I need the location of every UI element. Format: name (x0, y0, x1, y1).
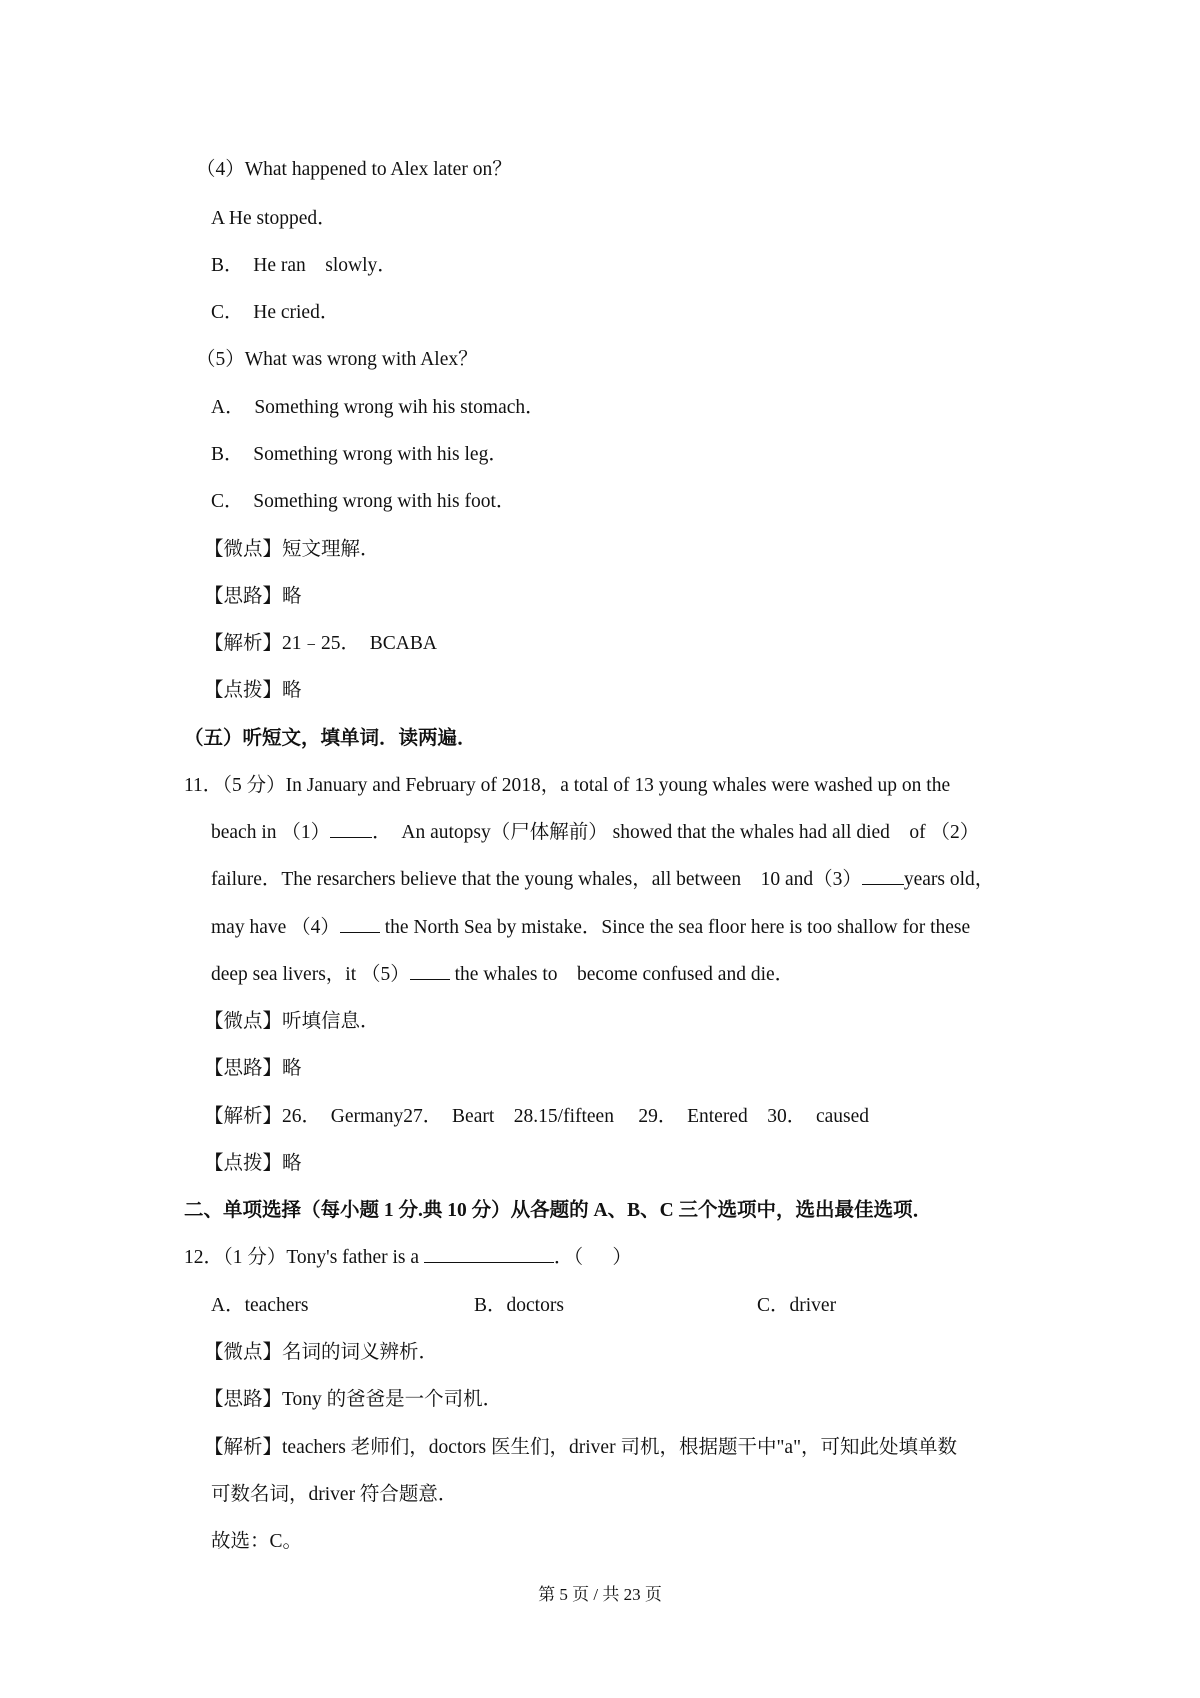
part-heading: 二、单项选择（每小题 1 分.典 10 分）从各题的 A、B、C 三个选项中，选出最佳选项． (184, 1200, 933, 1221)
jiexi-label: 【解析】26． Germany27． Beart 28.15/fifteen 29． Entered 30． caused (204, 1106, 870, 1127)
question-11-line1: 11．（5 分）In January and February of 2018，a total of 13 young whales were washed up on the (184, 775, 951, 796)
option-a: A He stopped． (211, 208, 337, 229)
jiexi-label: 【解析】teachers 老师们，doctors 医生们，driver 司机，根据题干中"a"，可知此处填单数 (204, 1437, 958, 1458)
option-a: A．teachers (211, 1295, 309, 1316)
section-heading: （五）听短文，填单词．读两遍． (184, 728, 477, 749)
weidian-label: 【微点】听填信息． (204, 1011, 380, 1032)
option-c: C．driver (757, 1295, 837, 1316)
question-11-line2: beach in （1） ． An autopsy（尸体解前） showed that the whales had all died of （2） (211, 819, 979, 847)
silu-label: 【思路】略 (204, 586, 302, 607)
blank-1 (330, 819, 372, 838)
silu-label: 【思路】Tony 的爸爸是一个司机． (204, 1389, 503, 1410)
blank-4 (340, 914, 380, 933)
dianbo-label: 【点拨】略 (204, 1153, 302, 1174)
page-number: 第 5 页 / 共 23 页 (538, 1585, 662, 1604)
weidian-label: 【微点】名词的词义辨析． (204, 1342, 439, 1363)
sub-question-4: （4）What happened to Alex later on？ (196, 159, 512, 180)
question-11-line4: may have （4） the North Sea by mistake．Since the sea floor here is too shallow for these (211, 914, 970, 942)
question-11-line3: failure．The resarchers believe that the young whales，all between 10 and（3） years old， (211, 866, 994, 894)
question-11-line5: deep sea livers，it （5） the whales to become confused and die． (211, 961, 794, 989)
option-c: C． Something wrong with his foot． (211, 491, 516, 512)
option-a: A． Something wrong wih his stomach． (211, 397, 545, 418)
option-b: B． Something wrong with his leg． (211, 444, 508, 465)
weidian-label: 【微点】短文理解． (204, 539, 380, 560)
silu-label: 【思路】略 (204, 1058, 302, 1079)
sub-question-5: （5）What was wrong with Alex？ (196, 349, 478, 370)
jiexi-continuation: 可数名词，driver 符合题意． (211, 1484, 458, 1505)
question-12-stem: 12．（1 分）Tony's father is a ．（ ） (184, 1244, 632, 1272)
blank-3 (862, 866, 904, 885)
option-b: B．doctors (474, 1295, 564, 1316)
option-c: C． He cried． (211, 302, 340, 323)
answer-line: 故选：C。 (211, 1531, 303, 1552)
blank (424, 1244, 554, 1263)
option-b: B． He ran slowly． (211, 255, 397, 276)
dianbo-label: 【点拨】略 (204, 680, 302, 701)
blank-5 (410, 961, 450, 980)
jiexi-label: 【解析】21﹣25． BCABA (204, 633, 437, 654)
